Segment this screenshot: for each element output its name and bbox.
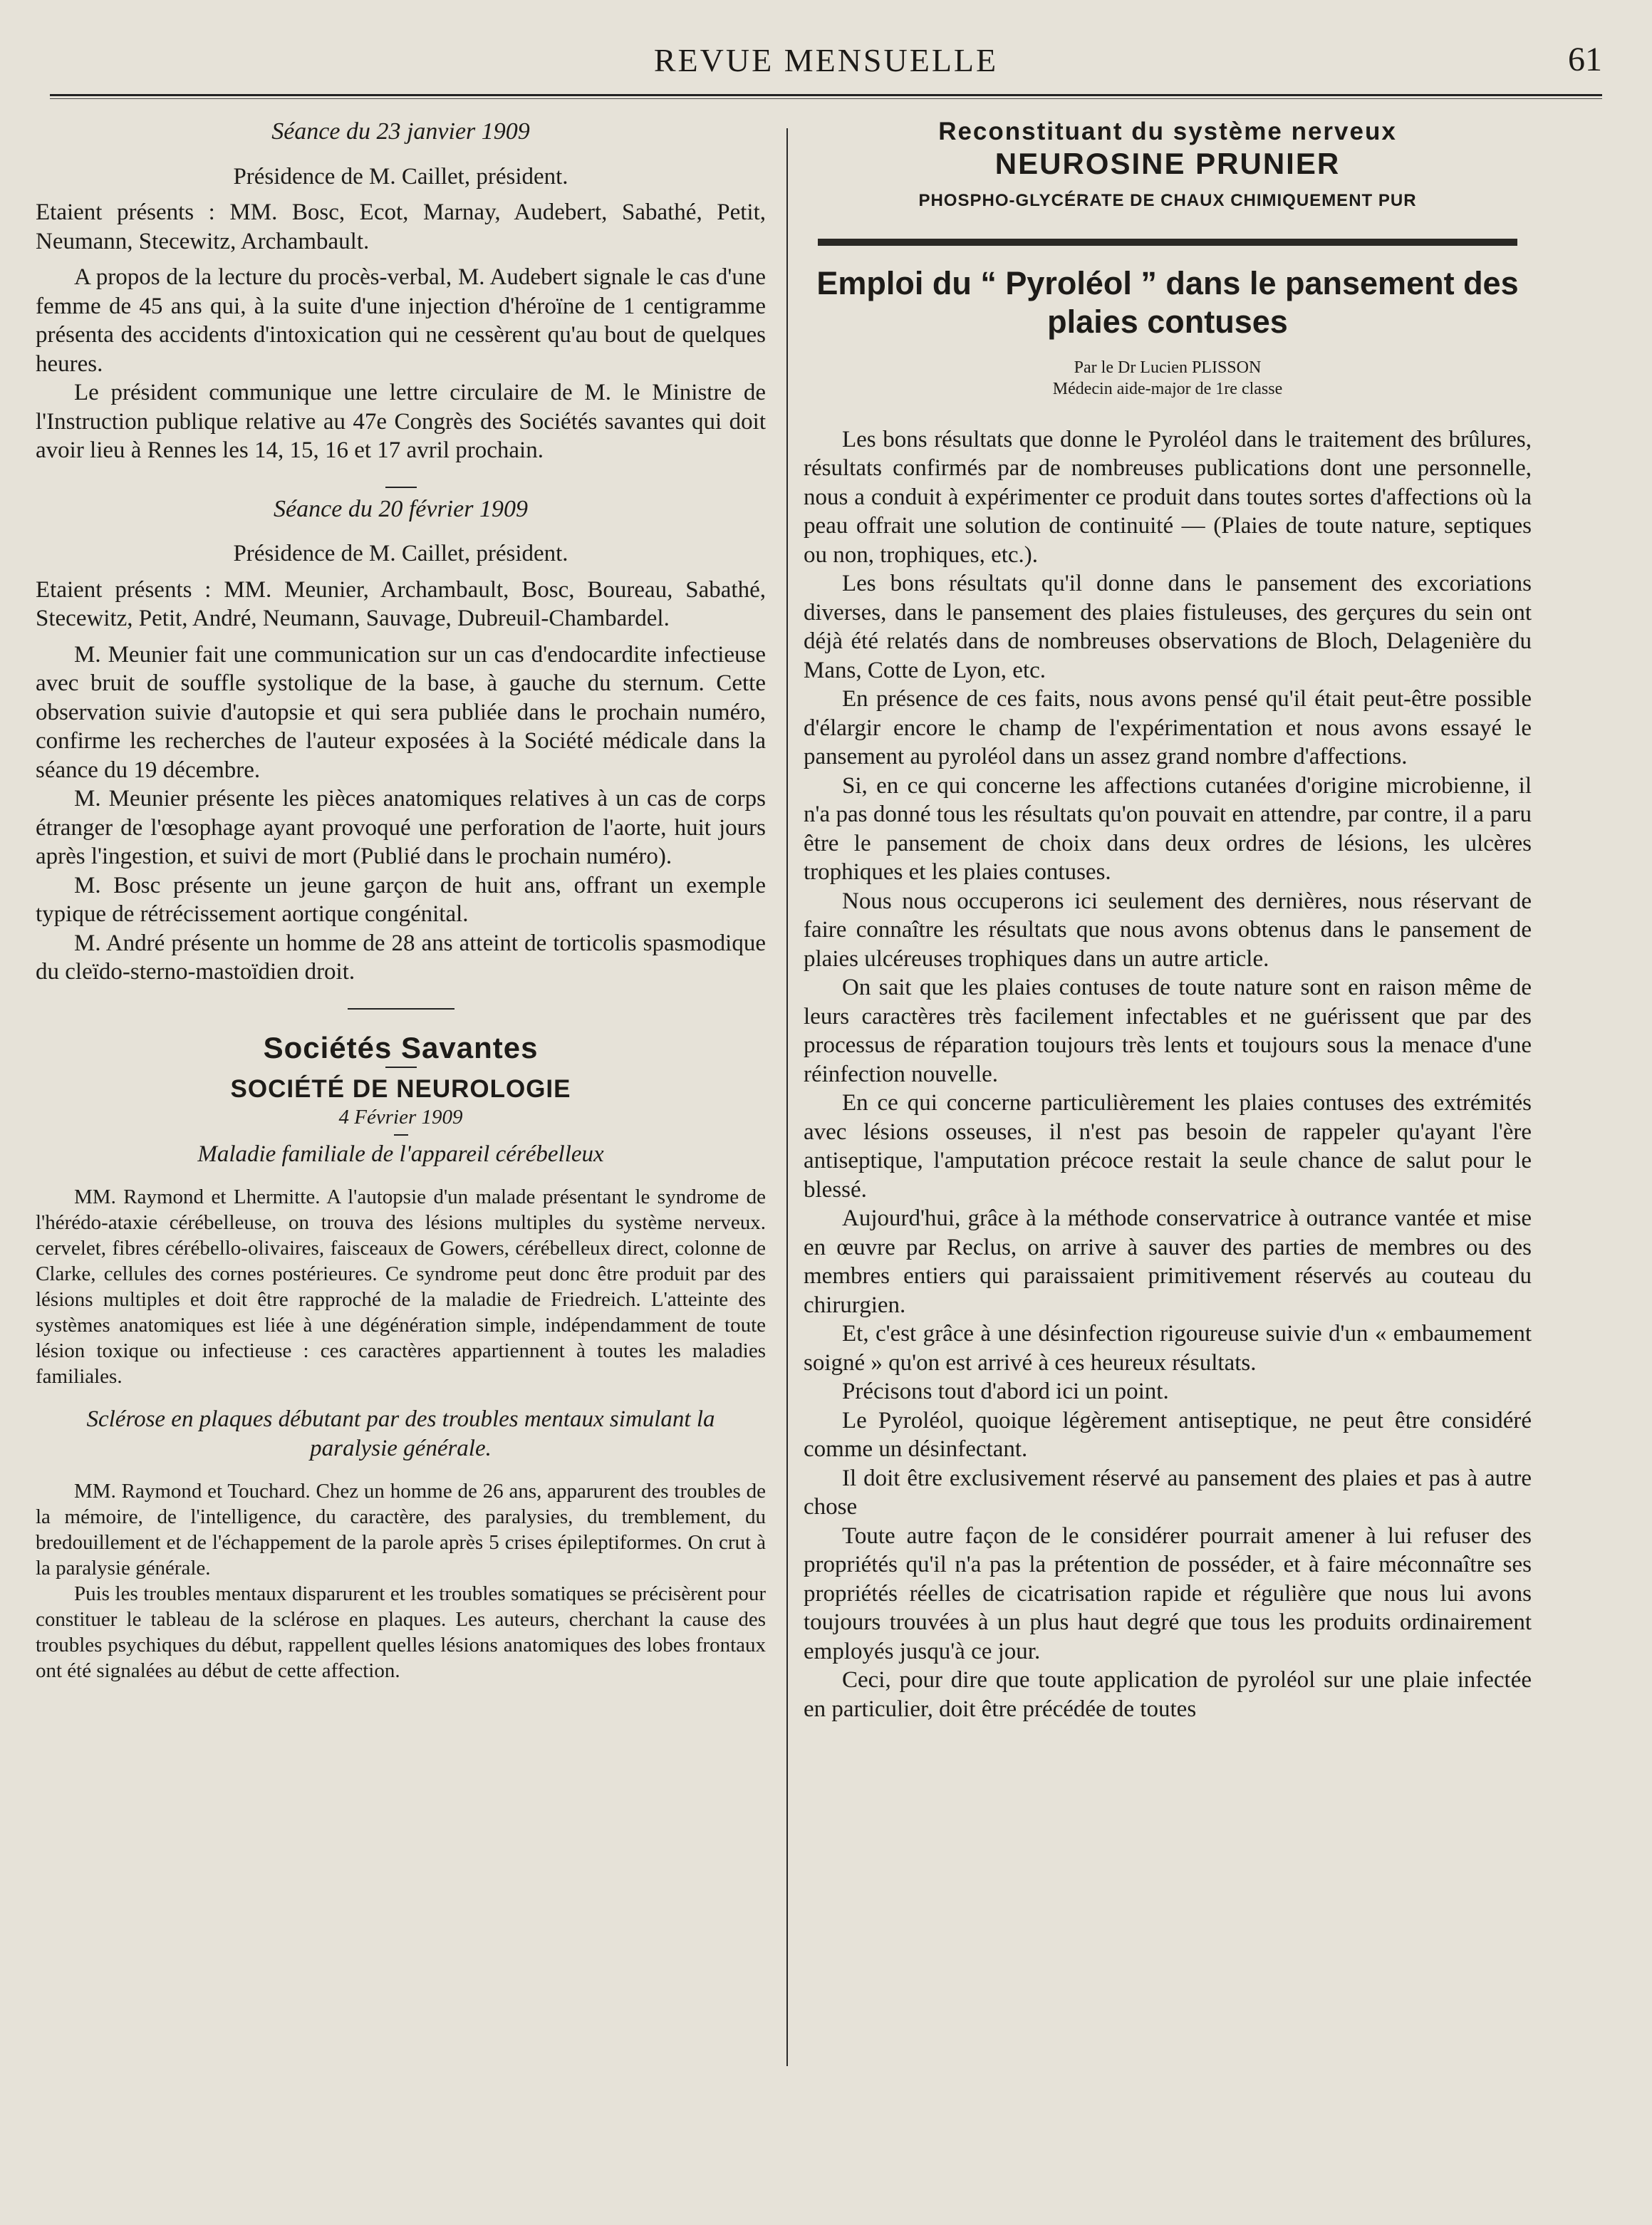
section-rule [348,1008,454,1010]
article-paragraph: Si, en ce qui concerne les affections cutanées d'origine microbienne, il n'a pas donné tous les résultats qu'on pouvait en attendre, par contre, il a paru être le pansement de choix dans deux ordres de lésions, les ulcères trophiques et les plaies contuses. [804,772,1532,885]
section-rule [385,487,417,488]
left-column [36,118,766,1684]
article-paragraph: Aujourd'hui, grâce à la méthode conservatrice à outrance vantée et mise en œuvre par Reclus, on arrive à sauver des parties de membres ou des membres entiers qui paraissaient primitivement réservés au couteau du chirurgien. [804,1205,1532,1318]
article-author-rank: Médecin aide-major de 1re classe [1052,379,1283,398]
article-paragraph: Ceci, pour dire que toute application de pyroléol sur une plaie infectée en particulier, doit être précédée de toutes [804,1667,1532,1722]
session-1-heading: Séance du 23 janvier 1909 [271,118,530,145]
session-1-paragraph: A propos de la lecture du procès-verbal, M. Audebert signale le cas d'une femme de 45 ans qui, à la suite d'une injection d'héroïne de 1 centigramme présenta des accidents d'intoxication qui ne cessèrent qu'au bout de quelques heures. [36,264,766,377]
article-author: Par le Dr Lucien PLISSON [1074,358,1262,377]
session-2-paragraph: M. André présente un homme de 28 ans atteint de torticolis spasmodique du cleïdo-sterno-mastoïdien droit. [36,930,766,985]
article-paragraph: Les bons résultats que donne le Pyroléol dans le traitement des brûlures, résultats confirmés par de nombreuses publications dont une personnelle, nous a conduit à expérimenter ce produit dans toutes sortes d'affections où la peau offrait une solution de continuité — (Plaies de toute nature, septiques ou non, trophiques, etc.). [804,426,1532,568]
session-2-paragraph: M. Meunier fait une communication sur un cas d'endocardite infectieuse avec bruit de souffle systolique de la base, à gauche du sternum. Cette observation suivie d'autopsie et qui sera publiée dans le prochain numéro, confirme les recherches de l'auteur exposées à la Société médicale dans la séance du 19 décembre. [36,641,766,783]
article-body [804,425,1532,1724]
article-title: Emploi du “ Pyroléol ” dans le pansement des plaies contuses [816,264,1519,340]
right-column [804,118,1532,1723]
societies-title: Sociétés Savantes [263,1030,539,1064]
advertisement [804,118,1532,216]
society-paragraph: MM. Raymond et Touchard. Chez un homme de 26 ans, apparurent des troubles de la mémoire, de l'intelligence, du caractère, des paralysies, du tremblement, du bredouillement et de l'échappement de la parole après 5 crises épileptiformes. On crut à la paralysie générale. [36,1480,766,1580]
section-rule [385,1067,417,1068]
section-rule [394,1134,408,1136]
article-paragraph: Les bons résultats qu'il donne dans le pansement des excoriations diverses, dans le pansement des plaies fistuleuses, des gerçures du sein ont déjà été relatés dans de nombreuses observations de Bloch, Delagenière du Mans, Cotte de Lyon, etc. [804,571,1532,683]
session-2-paragraph: M. Bosc présente un jeune garçon de huit ans, offrant un exemple typique de rétrécissement aortique congénital. [36,872,766,927]
article-paragraph: Le Pyroléol, quoique légèrement antiseptique, ne peut être considéré comme un désinfectant. [804,1407,1532,1462]
session-2-presents: Etaient présents : MM. Meunier, Archambault, Bosc, Boureau, Sabathé, Stecewitz, Petit, André, Neumann, Sauvage, Dubreuil-Chambardel. [36,576,766,631]
article-paragraph: Nous nous occuperons ici seulement des dernières, nous réservant de faire connaître les résultats que nous avons obtenus dans le pansement de plaies ulcéreuses trophiques dans un autre article. [804,888,1532,972]
session-2-heading: Séance du 20 février 1909 [274,495,528,522]
ad-description: PHOSPHO-GLYCÉRATE DE CHAUX CHIMIQUEMENT PUR [918,191,1417,210]
subsection-heading: Sclérose en plaques débutant par des troubles mentaux simulant la paralysie générale. [86,1406,715,1461]
ad-rule [818,239,1517,246]
ad-tagline: Reconstituant du système nerveux [938,118,1397,145]
society-date: 4 Février 1909 [338,1105,463,1129]
society-paragraph: MM. Raymond et Lhermitte. A l'autopsie d'un malade présentant le syndrome de l'hérédo-ataxie cérébelleuse, on trouva des lésions multiples du système nerveux. cervelet, fibres cérébello-olivaires, faisceaux de Gowers, cérébelleux direct, colonne de Clarke, cellules des cornes postérieures. Ce syndrome peut donc être produit par des lésions multiples et doit être rapproché de la maladie de Friedreich. L'atteinte des systèmes anatomiques est liée à une dégénération simple, indépendamment de toute lésion toxique ou infectieuse : ces caractères appartiennent à toutes les maladies familiales. [36,1186,766,1388]
session-2-paragraph: M. Meunier présente les pièces anatomiques relatives à un cas de corps étranger de l'œsophage ayant provoqué une perforation de l'aorte, huit jours après l'ingestion, et suivi de mort (Publié dans le prochain numéro). [36,786,766,869]
session-1-paragraph: Le président communique une lettre circulaire de M. le Ministre de l'Instruction publique relative au 47e Congrès des Sociétés savantes qui doit avoir lieu à Rennes les 14, 15, 16 et 17 avril prochain. [36,380,766,463]
page-number: 61 [1568,41,1602,78]
running-title: REVUE MENSUELLE [653,42,999,78]
session-2-presidence: Présidence de M. Caillet, président. [233,541,568,566]
article-paragraph: En présence de ces faits, nous avons pensé qu'il était peut-être possible d'élargir encore le champ de l'expérimentation et nous avons essayé le pansement au pyroléol dans un assez grand nombre d'affections. [804,686,1532,769]
ad-product: NEUROSINE PRUNIER [994,146,1341,180]
society-paragraph: Puis les troubles mentaux disparurent et les troubles somatiques se précisèrent pour constituer le tableau de la sclérose en plaques. Les auteurs, cherchant la cause des troubles psychiques du début, rappellent quelles lésions anatomiques des lobes frontaux ont été signalées au début de cette affection. [36,1582,766,1682]
page-header [43,36,1609,100]
article-paragraph: En ce qui concerne particulièrement les plaies contuses des extrémités avec lésions osseuses, il n'est pas besoin de rappeler qu'ayant l'ère antiseptique, l'amputation précoce restait la seule chance de salut pour le blessé. [804,1090,1532,1203]
article-paragraph: Précisons tout d'abord ici un point. [842,1379,1169,1404]
subsection-heading: Maladie familiale de l'appareil cérébelleux [197,1141,604,1167]
article-paragraph: Il doit être exclusivement réservé au pansement des plaies et pas à autre chose [804,1465,1532,1520]
session-1-presents: Etaient présents : MM. Bosc, Ecot, Marnay, Audebert, Sabathé, Petit, Neumann, Stecewitz, Archambault. [36,199,766,254]
column-divider [786,128,788,2066]
header-rule [50,94,1602,99]
article-paragraph: On sait que les plaies contuses de toute nature sont en raison même de leurs caractères très facilement infectables et ne guérissent que par des processus de réparation toujours très lents et toujours sous la menace d'une réinfection nouvelle. [804,975,1532,1087]
society-name: SOCIÉTÉ DE NEUROLOGIE [230,1075,571,1103]
article-paragraph: Toute autre façon de le considérer pourrait amener à lui refuser des propriétés qu'il n'a pas la prétention de posséder, et à faire méconnaître ses propriétés réelles de cicatrisation rapide et régulière que nous lui avons toujours trouvées à un plus haut degré que tous les produits ordinairement employés jusqu'à ce jour. [804,1523,1532,1664]
session-1-presidence: Présidence de M. Caillet, président. [233,163,568,190]
article-paragraph: Et, c'est grâce à une désinfection rigoureuse suivie d'un « embaumement soigné » qu'on est arrivé à ces heureux résultats. [804,1321,1532,1376]
